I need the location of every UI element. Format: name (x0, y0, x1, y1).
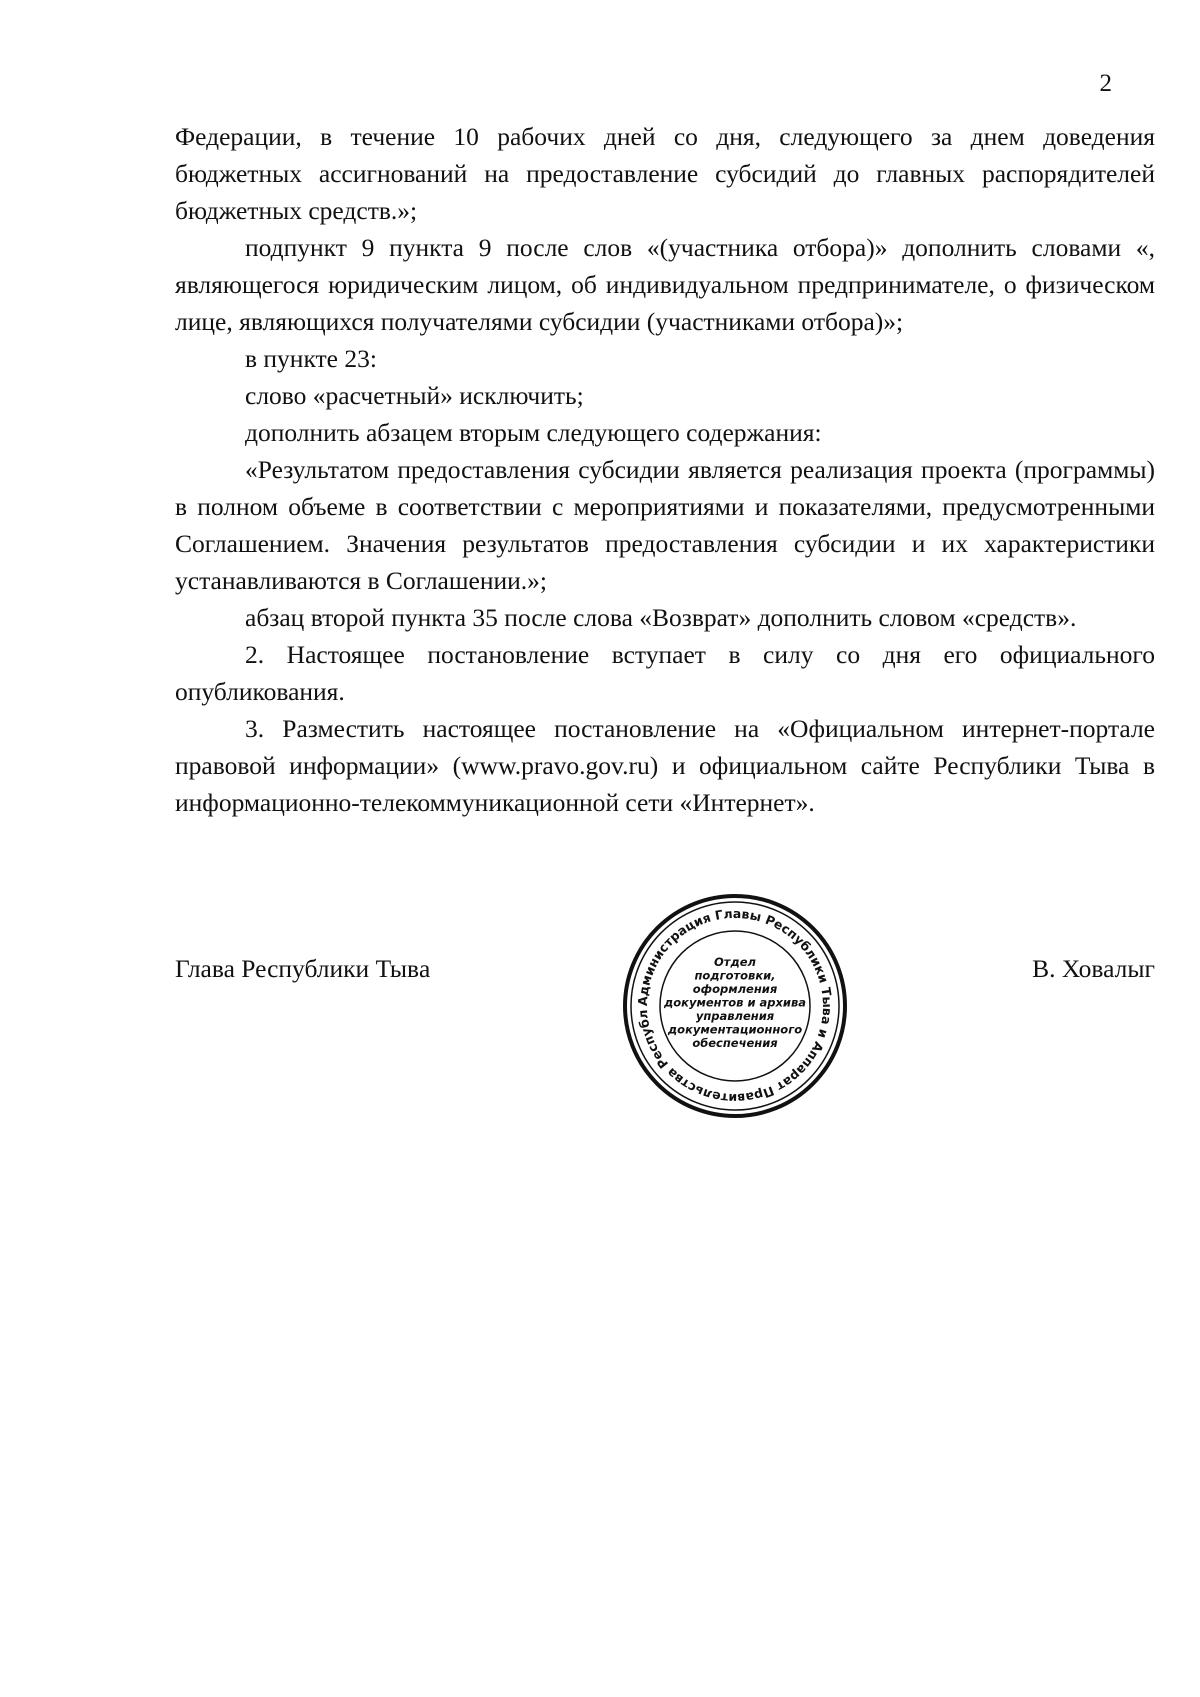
stamp-center-line: Отдел (714, 955, 756, 969)
paragraph: «Результатом предоставления субсидии является реализация проекта (программы) в полном объеме в соответствии с мероприятиями и показателями, предусмотренными Соглашением. Значения результатов предоставления субсидии и их характеристики устанавливаются в Соглашении.»; (175, 455, 1155, 595)
paragraph: абзац второй пункта 35 после слова «Возврат» дополнить словом «средств». (245, 603, 1077, 632)
paragraph: дополнить абзацем вторым следующего содержания: (245, 418, 822, 447)
stamp-center-line: документационного (667, 1022, 803, 1037)
document-body (175, 118, 1155, 821)
stamp-seal-icon (620, 888, 850, 1124)
stamp-center-line: обеспечения (692, 1036, 778, 1050)
paragraph: в пункте 23: (245, 344, 377, 373)
signatory-name: В. Ховалыг (1032, 954, 1155, 983)
signatory-position: Глава Республики Тывa (175, 954, 431, 983)
paragraph: 2. Настоящее постановление вступает в силу со дня его официального опубликования. (175, 640, 1155, 706)
stamp-center-line: оформления (692, 982, 778, 996)
stamp-center-line: документов и архива (663, 995, 807, 1010)
paragraph: слово «расчетный» исключить; (245, 381, 584, 410)
paragraph: подпункт 9 пункта 9 после слов «(участника отбора)» дополнить словами «, являющегося юридическим лицом, об индивидуальном предпринимателе, о физическом лице, являющихся получателями субсидии (участниками отбора)»; (175, 233, 1155, 336)
paragraph: 3. Разместить настоящее постановление на «Официальном интернет-портале правовой информации» (www.pravo.gov.ru) и официальном сайте Республики Тыва в информационно-телекоммуникационной сети «Интернет». (175, 714, 1155, 817)
stamp-ring-text: Администрация Главы Республики Тыва и Аппарат Правительства Республ (634, 905, 836, 1107)
paragraph: Федерации, в течение 10 рабочих дней со дня, следующего за днем доведения бюджетных ассигнований на предоставление субсидий до главных распорядителей бюджетных средств.»; (175, 122, 1155, 225)
page-number: 2 (1099, 70, 1112, 97)
official-stamp (620, 888, 850, 1124)
stamp-center-line: управления (695, 1009, 775, 1023)
stamp-center-line: подготовки, (694, 968, 776, 983)
stamp-center-text (663, 955, 806, 1050)
